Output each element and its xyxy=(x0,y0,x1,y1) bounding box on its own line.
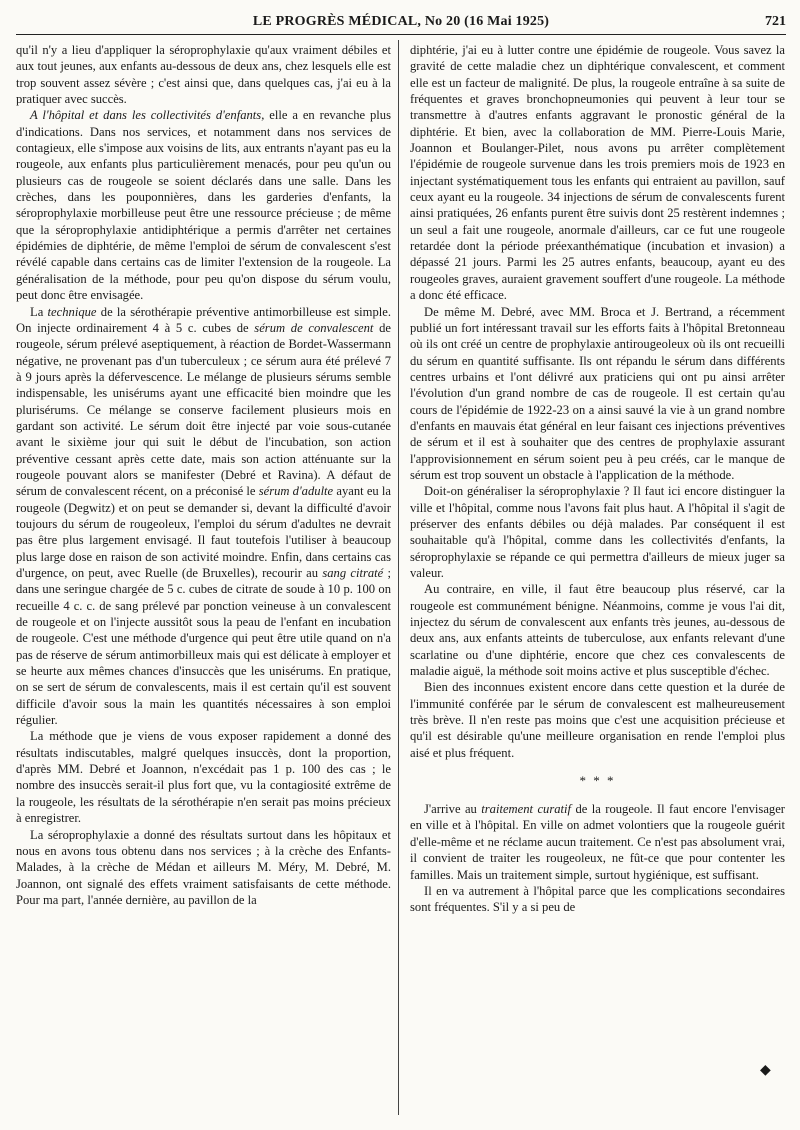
right-column xyxy=(410,42,785,916)
italic-phrase: A l'hôpital et dans les collectivités d'enfants, xyxy=(30,108,265,123)
journal-title: LE PROGRÈS MÉDICAL, No 20 (16 Mai 1925) xyxy=(252,14,550,29)
italic-phrase: traitement curatif xyxy=(481,802,572,817)
italic-phrase: sérum d'adulte xyxy=(258,484,334,499)
italic-phrase: technique xyxy=(47,304,97,319)
paragraph: La séroprophylaxie a donné des résultats surtout dans les hôpitaux et nous en avons tous obtenu dans nos services ; à la crèche des Enfants-Malades, à la crèche de Médan et ailleurs M. Méry, M. Debré, M. Joannon, ont signalé des effets vraiment satisfaisants de cette méthode. Pour ma part, l'année dernière, au pavillon de la xyxy=(16,827,391,907)
paragraph: La technique de la sérothérapie préventive antimorbilleuse est simple. On injecte ordinairement 4 à 5 c. cubes de sérum de convalescent de rougeole, sérum prélevé aseptiquement, à réaction de Bordet-Wassermann négative, ne provenant pas d'un tuberculeux ; ce sérum aura été prélevé 7 à 9 jours après la défervescence. Le mélange de plusieurs sérums semble indispensable, les unisérums ayant une efficacité bien moindre que les plurisérums. Ce mélange se conserve facilement plusieurs mois en gardant son activité. Le sérum doit être injecté par voie sous-cutanée avant le sixième jour qui suit le début de l'incubation, son action préventive cessant après cette date, mais son action atténuante sur la rougeole pouvant alors se manifester (Debré et Ravina). A défaut de sérum de convalescent récent, on a préconisé le sérum d'adulte ayant eu la rougeole (Degwitz) et on peut se demander si, devant la difficulté d'avoir toujours du sérum de rougeoleux, l'emploi du sérum d'adultes ne devrait pas être plus largement envisagé. Il faut toutefois l'utiliser à beaucoup plus large dose en raison de son activité moindre. Enfin, dans certains cas d'urgence, on peut, avec Ruelle (de Bruxelles), recourir au sang citraté ; dans une seringue chargée de 5 c. cubes de citrate de soude à 10 p. 100 on recueille 4 c. c. de sang prélevé par ponction veineuse à un convalescent de rougeole et on l'injecte aussitôt sous la peau de l'enfant en incubation de rougeole. C'est une méthode d'urgence qui peut être utile quand on n'a pas de réserve de sérum antimorbilleux mais qui est délicate à employer et se heurte aux mêmes chances d'insuccès que les unisérums. En pratique, on se sert de sérum de convalescents, mais il est certain qu'il est souvent difficile d'avoir sous la main les quantités nécessaires à son emploi régulier. xyxy=(16,304,392,728)
paragraph: Il en va autrement à l'hôpital parce que les complications secondaires sont fréquentes. S'il y a si peu de xyxy=(410,883,785,915)
column-divider xyxy=(398,40,399,1115)
continuation-mark-icon: ◆ xyxy=(760,1063,771,1078)
paragraph: J'arrive au traitement curatif de la rougeole. Il faut encore l'envisager en ville et à l'hôpital. En ville on admet volontiers que la rougeole guérit d'elle-même et ne réclame aucun traitement. Ce n'est pas absolument vrai, il convient de traiter les rougeoleux, ne fût-ce que pour contenter les familles. Mais un traitement simple, surtout hygiénique, est suffisant. xyxy=(410,802,785,882)
italic-phrase: sérum de convalescent xyxy=(254,320,374,335)
paragraph: diphtérie, j'ai eu à lutter contre une épidémie de rougeole. Vous savez la gravité de cette maladie chez un diphtérique convalescent, et comment elle est un facteur de malignité. De plus, la rougeole entraîne à sa suite de fréquentes et graves bronchopneumonies qui peuvent à leur tour se transmettre à d'autres enfants aggravant le pronostic général de la diphtérie. Et bien, avec la collaboration de MM. Pierre-Louis Marie, Joannon et Boulanger-Pilet, nous avons pu arrêter complètement l'épidémie de rougeole survenue dans les trois premiers mois de 1923 en injectant systématiquement tous les enfants qui entraient au pavillon, sauf ceux ayant eu la rougeole. 34 injections de sérum de convalescents furent ainsi pratiquées, 26 enfants purent être suivis dont 25 restèrent indemnes ; un seul a fait une rougeole, anormale d'ailleurs, car ce fut une rougeole retardée dont la période préexanthématique (incubation et invasion) a dépassé 21 jours. Parmi les 25 autres enfants, beaucoup, ayant eu des rougeoles graves, auraient gravement souffert d'une rougeole. La méthode a donc été efficace. xyxy=(410,43,785,303)
section-separator: * * * xyxy=(579,773,616,789)
italic-phrase: sang citraté xyxy=(322,566,384,580)
paragraph: La méthode que je viens de vous exposer rapidement a donné des résultats indiscutables, malgré quelques insuccès, dont la proportion, d'après MM. Debré et Joannon, n'excédait pas 1 p. 100 des cas ; le nombre des insuccès serait-il plus fort que, vu la contagiosité extrême de la rougeole, les résultats de la sérothérapie n'en serait pas moins précieux à enregistrer. xyxy=(16,729,391,826)
running-header xyxy=(16,8,786,35)
paragraph: De même M. Debré, avec MM. Broca et J. Bertrand, a récemment publié un fort intéressant travail sur les efforts faits à l'hôpital Bretonneau où ils ont créé un centre de prophylaxie antirougeoleux où ils ont recueilli du sérum en quantité suffisante. Ils ont répandu le sérum dans différents centres urbains et l'ont délivré aux praticiens qui ont pu ainsi arrêter l'évolution d'un grand nombre de cas de rougeole. Il est certain qu'au cours de l'épidémie de 1922-23 on a ainsi sauvé la vie à un grand nombre d'enfants en mauvais état général en leur faisant ces injections préventives de sérum et il est à souhaiter que des centres de prophylaxie assurant l'approvisionnement en sérum soient peu à peu créés, car le manque de sérum est trop souvent un obstacle à l'application de la méthode. xyxy=(410,304,785,482)
paragraph: A l'hôpital et dans les collectivités d'enfants, elle a en revanche plus d'indications. Dans nos services, et notamment dans nos services de contagieux, elle s'impose aux voisins de lits, aux entrants n'ayant pas eu la rougeole, aux enfants plus particulièrement menacés, pour peu qu'un ou plusieurs cas de rougeole se soient déclarés dans une salle. Dans les crèches, dans les pouponnières, dans les garderies d'enfants, la séroprophylaxie morbilleuse peut être une ressource précieuse ; de même que la séroprophylaxie antidiphtérique a permis d'arrêter net certaines épidémies de diphtérie, de même l'emploi de sérum de convalescent s'est révélé capable dans certains cas de limiter l'extension de la rougeole. La généralisation de la méthode, pour peu qu'on dispose du sérum voulu, peut donc être envisagée. xyxy=(16,108,391,303)
paragraph: qu'il n'y a lieu d'appliquer la séroprophylaxie qu'aux vraiment débiles et aux tout jeunes, aux enfants au-dessous de deux ans, chez lesquels elle est trop souvent assez sévère ; c'est ainsi que, dans quelques cas, j'ai eu à la pratiquer avec succès. xyxy=(16,43,391,107)
paragraph: Bien des inconnues existent encore dans cette question et la durée de l'immunité conférée par le sérum de convalescent est malheureusement très brève. Il n'en reste pas moins que c'est une acquisition précieuse et qu'il est désirable qu'une meilleure organisation en rende l'emploi plus aisé et plus fréquent. xyxy=(410,680,785,760)
left-column xyxy=(16,42,391,908)
paragraph: Au contraire, en ville, il faut être beaucoup plus réservé, car la rougeole est communément bénigne. Néanmoins, comme je vous l'ai dit, injectez du sérum de convalescent aux enfants très jeunes, au-dessous de deux ans, aux enfants atteints de tuberculose, aux enfants relevant d'une scarlatine ou d'une diphtérie, encore que chez ces convalescents de maladie aiguë, la méthode soit moins active et plus susceptible d'échec. xyxy=(410,582,785,679)
paragraph: Doit-on généraliser la séroprophylaxie ? Il faut ici encore distinguer la ville et l'hôpital, comme nous l'avons fait plus haut. A l'hôpital il s'agit de préserver des enfants débiles ou déjà malades. Par conséquent il est souhaitable qu'à l'hôpital, comme dans les collectivités d'enfants, la séroprophylaxie se répande ce qui permettra d'ailleurs de mieux juger sa valeur. xyxy=(410,484,785,580)
page-number: 721 xyxy=(765,14,786,29)
